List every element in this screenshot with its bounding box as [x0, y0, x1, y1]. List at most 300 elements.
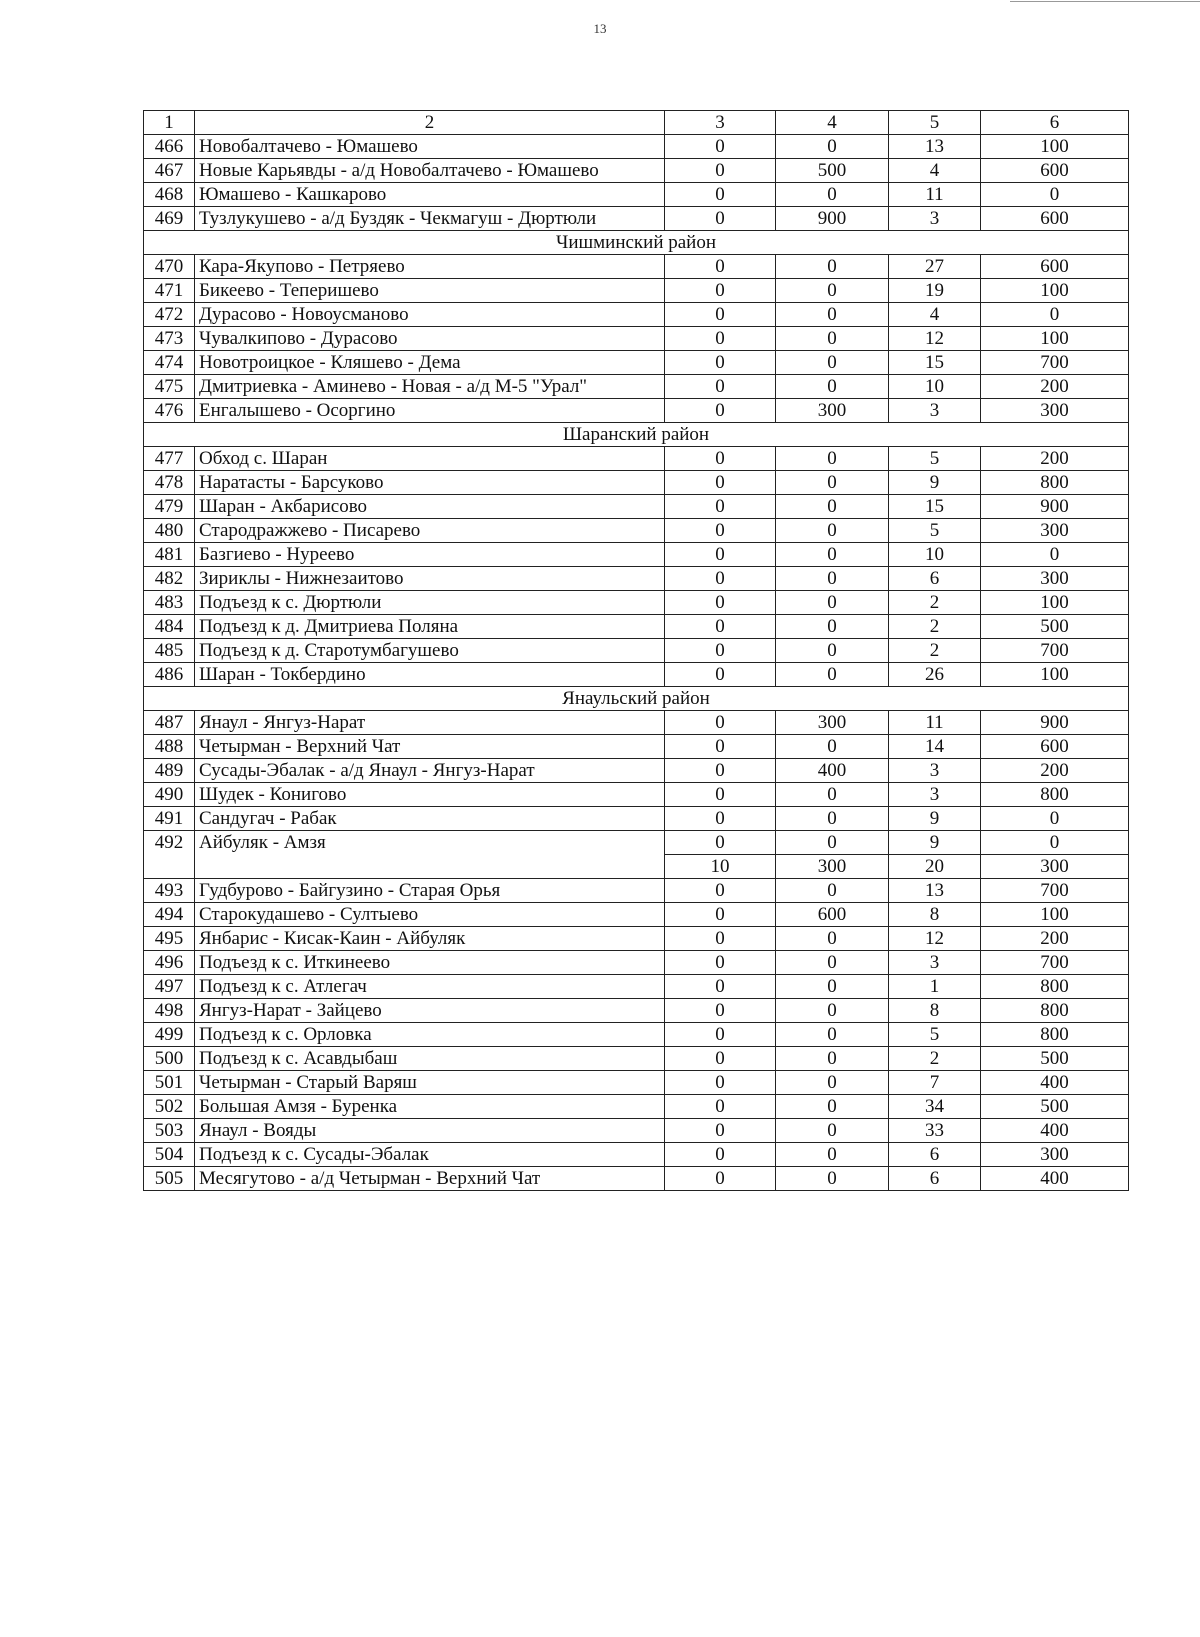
col4-cell: 0 — [776, 183, 889, 207]
row-number-cell: 487 — [144, 711, 195, 735]
road-name-cell: Янаул - Янгуз-Нарат — [195, 711, 665, 735]
row-number-cell: 490 — [144, 783, 195, 807]
row-number-cell: 479 — [144, 495, 195, 519]
roads-table — [143, 110, 1129, 1191]
col6-cell: 700 — [981, 879, 1129, 903]
col5-cell: 3 — [889, 951, 981, 975]
col5-cell: 6 — [889, 1167, 981, 1191]
col5-cell: 4 — [889, 159, 981, 183]
col4-cell: 0 — [776, 303, 889, 327]
road-name-cell: Подъезд к с. Орловка — [195, 1023, 665, 1047]
col6-cell: 100 — [981, 279, 1129, 303]
table-row — [144, 519, 1129, 543]
col5-cell: 11 — [889, 183, 981, 207]
col5-cell: 13 — [889, 879, 981, 903]
col3-cell: 0 — [665, 951, 776, 975]
table-row — [144, 327, 1129, 351]
district-header-row — [144, 687, 1129, 711]
col3-cell: 0 — [665, 927, 776, 951]
col6-cell: 100 — [981, 591, 1129, 615]
table-row — [144, 735, 1129, 759]
col5-cell: 9 — [889, 471, 981, 495]
col6-cell: 0 — [981, 303, 1129, 327]
col5-cell: 26 — [889, 663, 981, 687]
table-row — [144, 399, 1129, 423]
district-name: Янаульский район — [144, 687, 1129, 711]
col3-cell: 0 — [665, 1167, 776, 1191]
col6-cell: 100 — [981, 903, 1129, 927]
road-name-cell: Тузлукушево - а/д Буздяк - Чекмагуш - Дюртюли — [195, 207, 665, 231]
table-row — [144, 831, 1129, 855]
table-row — [144, 447, 1129, 471]
col3-cell: 0 — [665, 831, 776, 855]
col6-cell: 200 — [981, 375, 1129, 399]
row-number-cell: 489 — [144, 759, 195, 783]
table-row — [144, 351, 1129, 375]
col4-cell: 0 — [776, 999, 889, 1023]
table-row — [144, 1143, 1129, 1167]
table-row — [144, 927, 1129, 951]
col6-cell: 500 — [981, 1095, 1129, 1119]
table-row — [144, 903, 1129, 927]
row-number-cell: 495 — [144, 927, 195, 951]
col5-cell: 2 — [889, 615, 981, 639]
row-number-cell: 484 — [144, 615, 195, 639]
col3-cell: 0 — [665, 975, 776, 999]
road-name-cell: Старокудашево - Султыево — [195, 903, 665, 927]
table-row — [144, 1167, 1129, 1191]
col4-cell: 0 — [776, 831, 889, 855]
table-row — [144, 279, 1129, 303]
row-number-cell: 483 — [144, 591, 195, 615]
col5-cell: 13 — [889, 135, 981, 159]
page-number: 13 — [593, 21, 607, 36]
col6-cell: 800 — [981, 999, 1129, 1023]
col6-cell: 500 — [981, 1047, 1129, 1071]
table-row — [144, 375, 1129, 399]
col3-cell: 0 — [665, 567, 776, 591]
table-row — [144, 663, 1129, 687]
col4-cell: 300 — [776, 711, 889, 735]
col6-cell: 200 — [981, 447, 1129, 471]
col3-cell: 0 — [665, 1023, 776, 1047]
col5-cell: 10 — [889, 543, 981, 567]
table-row — [144, 1095, 1129, 1119]
row-number-cell: 472 — [144, 303, 195, 327]
table-row — [144, 951, 1129, 975]
road-name-cell: Новотроицкое - Кляшево - Дема — [195, 351, 665, 375]
row-number-cell: 480 — [144, 519, 195, 543]
col6-cell: 300 — [981, 519, 1129, 543]
col4-cell: 0 — [776, 1167, 889, 1191]
col5-cell: 10 — [889, 375, 981, 399]
table-row — [144, 471, 1129, 495]
road-name-cell: Четырман - Верхний Чат — [195, 735, 665, 759]
col5-cell: 6 — [889, 1143, 981, 1167]
table-row — [144, 711, 1129, 735]
road-name-cell: Янаул - Вояды — [195, 1119, 665, 1143]
col5-cell: 33 — [889, 1119, 981, 1143]
road-name-cell: Дмитриевка - Аминево - Новая - а/д М-5 "Урал" — [195, 375, 665, 399]
road-name-cell — [195, 855, 665, 879]
col6-cell: 800 — [981, 783, 1129, 807]
col3-cell: 0 — [665, 999, 776, 1023]
header-cell: 3 — [665, 111, 776, 135]
col4-cell: 0 — [776, 447, 889, 471]
road-name-cell: Подъезд к с. Сусады-Эбалак — [195, 1143, 665, 1167]
col5-cell: 15 — [889, 495, 981, 519]
road-name-cell: Подъезд к с. Атлегач — [195, 975, 665, 999]
table-row — [144, 999, 1129, 1023]
col6-cell: 600 — [981, 159, 1129, 183]
col3-cell: 10 — [665, 855, 776, 879]
col4-cell: 300 — [776, 399, 889, 423]
col6-cell: 0 — [981, 831, 1129, 855]
col3-cell: 0 — [665, 807, 776, 831]
table-row — [144, 303, 1129, 327]
table-row — [144, 567, 1129, 591]
col3-cell: 0 — [665, 663, 776, 687]
road-name-cell: Енгалышево - Осоргино — [195, 399, 665, 423]
road-name-cell: Месягутово - а/д Четырман - Верхний Чат — [195, 1167, 665, 1191]
col3-cell: 0 — [665, 711, 776, 735]
table-row-continuation — [144, 855, 1129, 879]
table-row — [144, 1023, 1129, 1047]
row-number-cell: 492 — [144, 831, 195, 855]
col4-cell: 0 — [776, 351, 889, 375]
col6-cell: 400 — [981, 1119, 1129, 1143]
col4-cell: 0 — [776, 975, 889, 999]
col4-cell: 400 — [776, 759, 889, 783]
col5-cell: 14 — [889, 735, 981, 759]
district-header-row — [144, 423, 1129, 447]
table-row — [144, 759, 1129, 783]
col5-cell: 7 — [889, 1071, 981, 1095]
col5-cell: 2 — [889, 1047, 981, 1071]
col5-cell: 3 — [889, 783, 981, 807]
row-number-cell: 496 — [144, 951, 195, 975]
header-cell: 1 — [144, 111, 195, 135]
col6-cell: 800 — [981, 1023, 1129, 1047]
road-name-cell: Дурасово - Новоусманово — [195, 303, 665, 327]
col5-cell: 4 — [889, 303, 981, 327]
col6-cell: 400 — [981, 1071, 1129, 1095]
col4-cell: 0 — [776, 1071, 889, 1095]
col6-cell: 0 — [981, 183, 1129, 207]
col3-cell: 0 — [665, 399, 776, 423]
table-header-row — [144, 111, 1129, 135]
col4-cell: 0 — [776, 1143, 889, 1167]
col6-cell: 300 — [981, 855, 1129, 879]
col5-cell: 15 — [889, 351, 981, 375]
col5-cell: 11 — [889, 711, 981, 735]
row-number-cell: 499 — [144, 1023, 195, 1047]
col6-cell: 800 — [981, 471, 1129, 495]
col6-cell: 100 — [981, 327, 1129, 351]
col6-cell: 700 — [981, 351, 1129, 375]
row-number-cell: 477 — [144, 447, 195, 471]
col5-cell: 1 — [889, 975, 981, 999]
road-name-cell: Кара-Якупово - Петряево — [195, 255, 665, 279]
col3-cell: 0 — [665, 303, 776, 327]
header-cell: 5 — [889, 111, 981, 135]
col6-cell: 600 — [981, 735, 1129, 759]
table-row — [144, 135, 1129, 159]
col4-cell: 0 — [776, 1047, 889, 1071]
col3-cell: 0 — [665, 183, 776, 207]
road-name-cell: Подъезд к д. Старотумбагушево — [195, 639, 665, 663]
col3-cell: 0 — [665, 255, 776, 279]
scan-edge-line — [1010, 1, 1200, 2]
col4-cell: 0 — [776, 879, 889, 903]
col6-cell: 900 — [981, 495, 1129, 519]
col4-cell: 0 — [776, 1119, 889, 1143]
table-row — [144, 1071, 1129, 1095]
road-name-cell: Янбарис - Кисак-Каин - Айбуляк — [195, 927, 665, 951]
district-name: Шаранский район — [144, 423, 1129, 447]
col3-cell: 0 — [665, 591, 776, 615]
road-name-cell: Наратасты - Барсуково — [195, 471, 665, 495]
col3-cell: 0 — [665, 207, 776, 231]
col5-cell: 34 — [889, 1095, 981, 1119]
col4-cell: 0 — [776, 663, 889, 687]
col4-cell: 0 — [776, 639, 889, 663]
row-number-cell: 498 — [144, 999, 195, 1023]
table-row — [144, 615, 1129, 639]
col4-cell: 900 — [776, 207, 889, 231]
col3-cell: 0 — [665, 903, 776, 927]
col5-cell: 3 — [889, 759, 981, 783]
row-number-cell: 467 — [144, 159, 195, 183]
row-number-cell: 474 — [144, 351, 195, 375]
col3-cell: 0 — [665, 519, 776, 543]
col5-cell: 9 — [889, 807, 981, 831]
col3-cell: 0 — [665, 447, 776, 471]
col4-cell: 500 — [776, 159, 889, 183]
table-row — [144, 1047, 1129, 1071]
col6-cell: 600 — [981, 255, 1129, 279]
row-number-cell: 488 — [144, 735, 195, 759]
row-number-cell: 475 — [144, 375, 195, 399]
road-name-cell: Сусады-Эбалак - а/д Янаул - Янгуз-Нарат — [195, 759, 665, 783]
row-number-cell: 485 — [144, 639, 195, 663]
road-name-cell: Подъезд к с. Иткинеево — [195, 951, 665, 975]
road-name-cell: Базгиево - Нуреево — [195, 543, 665, 567]
col4-cell: 0 — [776, 807, 889, 831]
col4-cell: 300 — [776, 855, 889, 879]
col3-cell: 0 — [665, 1095, 776, 1119]
row-number-cell: 502 — [144, 1095, 195, 1119]
col5-cell: 12 — [889, 327, 981, 351]
col4-cell: 0 — [776, 783, 889, 807]
col3-cell: 0 — [665, 327, 776, 351]
col6-cell: 300 — [981, 1143, 1129, 1167]
col5-cell: 3 — [889, 399, 981, 423]
row-number-cell: 476 — [144, 399, 195, 423]
table-row — [144, 639, 1129, 663]
col3-cell: 0 — [665, 135, 776, 159]
col4-cell: 0 — [776, 927, 889, 951]
col4-cell: 0 — [776, 1095, 889, 1119]
col4-cell: 0 — [776, 471, 889, 495]
col4-cell: 0 — [776, 519, 889, 543]
row-number-cell: 471 — [144, 279, 195, 303]
col4-cell: 0 — [776, 327, 889, 351]
col6-cell: 700 — [981, 639, 1129, 663]
row-number-cell: 503 — [144, 1119, 195, 1143]
road-name-cell: Янгуз-Нарат - Зайцево — [195, 999, 665, 1023]
col6-cell: 200 — [981, 927, 1129, 951]
col3-cell: 0 — [665, 471, 776, 495]
district-name: Чишминский район — [144, 231, 1129, 255]
col3-cell: 0 — [665, 351, 776, 375]
header-cell: 6 — [981, 111, 1129, 135]
col5-cell: 19 — [889, 279, 981, 303]
col4-cell: 0 — [776, 615, 889, 639]
table-row — [144, 159, 1129, 183]
row-number-cell: 478 — [144, 471, 195, 495]
col6-cell: 300 — [981, 399, 1129, 423]
table-row — [144, 807, 1129, 831]
col5-cell: 5 — [889, 1023, 981, 1047]
road-name-cell: Зириклы - Нижнезаитово — [195, 567, 665, 591]
table-row — [144, 543, 1129, 567]
col4-cell: 0 — [776, 543, 889, 567]
col4-cell: 0 — [776, 495, 889, 519]
row-number-cell: 491 — [144, 807, 195, 831]
row-number-cell: 482 — [144, 567, 195, 591]
district-header-row — [144, 231, 1129, 255]
col6-cell: 700 — [981, 951, 1129, 975]
table-row — [144, 255, 1129, 279]
col4-cell: 0 — [776, 735, 889, 759]
road-name-cell: Подъезд к с. Дюртюли — [195, 591, 665, 615]
road-name-cell: Шаран - Токбердино — [195, 663, 665, 687]
road-name-cell: Новые Карьявды - а/д Новобалтачево - Юмашево — [195, 159, 665, 183]
table-row — [144, 183, 1129, 207]
col5-cell: 2 — [889, 639, 981, 663]
col6-cell: 600 — [981, 207, 1129, 231]
road-name-cell: Шаран - Акбарисово — [195, 495, 665, 519]
table-row — [144, 975, 1129, 999]
col4-cell: 0 — [776, 135, 889, 159]
row-number-cell: 470 — [144, 255, 195, 279]
col4-cell: 0 — [776, 375, 889, 399]
col6-cell: 400 — [981, 1167, 1129, 1191]
col6-cell: 0 — [981, 543, 1129, 567]
table-row — [144, 591, 1129, 615]
col6-cell: 100 — [981, 135, 1129, 159]
col3-cell: 0 — [665, 543, 776, 567]
road-name-cell: Шудек - Конигово — [195, 783, 665, 807]
row-number-cell: 504 — [144, 1143, 195, 1167]
header-cell: 2 — [195, 111, 665, 135]
col3-cell: 0 — [665, 1071, 776, 1095]
col3-cell: 0 — [665, 1047, 776, 1071]
col3-cell: 0 — [665, 759, 776, 783]
col6-cell: 100 — [981, 663, 1129, 687]
row-number-cell: 486 — [144, 663, 195, 687]
col3-cell: 0 — [665, 279, 776, 303]
col3-cell: 0 — [665, 159, 776, 183]
road-name-cell: Сандугач - Рабак — [195, 807, 665, 831]
col3-cell: 0 — [665, 495, 776, 519]
col6-cell: 500 — [981, 615, 1129, 639]
col5-cell: 20 — [889, 855, 981, 879]
table-row — [144, 495, 1129, 519]
road-name-cell: Четырман - Старый Варяш — [195, 1071, 665, 1095]
col6-cell: 900 — [981, 711, 1129, 735]
row-number-cell: 493 — [144, 879, 195, 903]
col4-cell: 0 — [776, 591, 889, 615]
col4-cell: 0 — [776, 279, 889, 303]
road-name-cell: Бикеево - Теперишево — [195, 279, 665, 303]
col4-cell: 0 — [776, 1023, 889, 1047]
road-name-cell: Гудбурово - Байгузино - Старая Орья — [195, 879, 665, 903]
col6-cell: 0 — [981, 807, 1129, 831]
table-row — [144, 879, 1129, 903]
row-number-cell: 473 — [144, 327, 195, 351]
col6-cell: 800 — [981, 975, 1129, 999]
table-row — [144, 783, 1129, 807]
row-number-cell: 468 — [144, 183, 195, 207]
row-number-cell: 500 — [144, 1047, 195, 1071]
header-cell: 4 — [776, 111, 889, 135]
table-row — [144, 1119, 1129, 1143]
col3-cell: 0 — [665, 1143, 776, 1167]
col6-cell: 300 — [981, 567, 1129, 591]
row-number-cell: 494 — [144, 903, 195, 927]
col6-cell: 200 — [981, 759, 1129, 783]
road-name-cell: Большая Амзя - Буренка — [195, 1095, 665, 1119]
road-name-cell: Подъезд к д. Дмитриева Поляна — [195, 615, 665, 639]
road-name-cell: Стародражжево - Писарево — [195, 519, 665, 543]
road-name-cell: Чувалкипово - Дурасово — [195, 327, 665, 351]
col3-cell: 0 — [665, 615, 776, 639]
road-name-cell: Айбуляк - Амзя — [195, 831, 665, 855]
col5-cell: 8 — [889, 999, 981, 1023]
road-name-cell: Обход с. Шаран — [195, 447, 665, 471]
col5-cell: 8 — [889, 903, 981, 927]
row-number-cell: 481 — [144, 543, 195, 567]
col5-cell: 3 — [889, 207, 981, 231]
col3-cell: 0 — [665, 735, 776, 759]
road-name-cell: Подъезд к с. Асавдыбаш — [195, 1047, 665, 1071]
col3-cell: 0 — [665, 375, 776, 399]
col3-cell: 0 — [665, 639, 776, 663]
col5-cell: 5 — [889, 447, 981, 471]
road-name-cell: Юмашево - Кашкарово — [195, 183, 665, 207]
row-number-cell — [144, 855, 195, 879]
row-number-cell: 466 — [144, 135, 195, 159]
row-number-cell: 497 — [144, 975, 195, 999]
road-name-cell: Новобалтачево - Юмашево — [195, 135, 665, 159]
table-row — [144, 207, 1129, 231]
col3-cell: 0 — [665, 879, 776, 903]
row-number-cell: 505 — [144, 1167, 195, 1191]
col5-cell: 2 — [889, 591, 981, 615]
col5-cell: 6 — [889, 567, 981, 591]
col5-cell: 5 — [889, 519, 981, 543]
col5-cell: 12 — [889, 927, 981, 951]
col4-cell: 0 — [776, 255, 889, 279]
col4-cell: 0 — [776, 567, 889, 591]
row-number-cell: 501 — [144, 1071, 195, 1095]
col4-cell: 600 — [776, 903, 889, 927]
col5-cell: 9 — [889, 831, 981, 855]
col3-cell: 0 — [665, 783, 776, 807]
col5-cell: 27 — [889, 255, 981, 279]
